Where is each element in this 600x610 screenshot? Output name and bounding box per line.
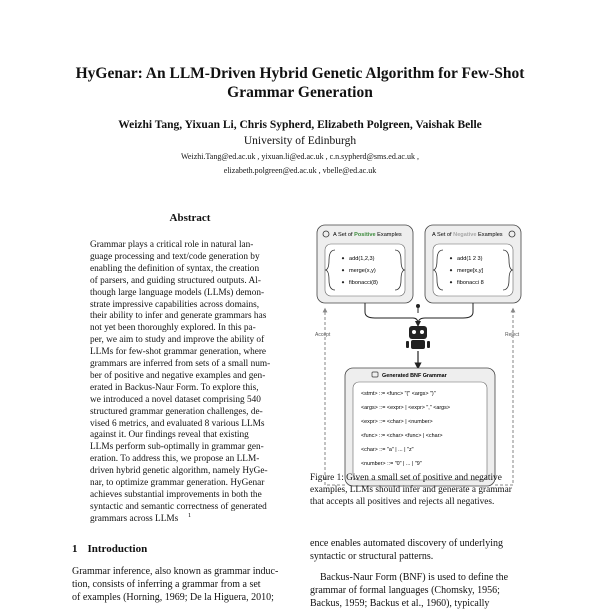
abstract-line: though large language models (LLMs) demon- [90,287,265,298]
caption-line: examples, LLMs should infer and generate a grammar [310,485,512,495]
abstract-line: ber of positive and negative examples and gen- [90,370,266,381]
abstract-line: achieves substantial improvements in both the [90,489,262,500]
footnote-marker: 1 [188,511,192,519]
reject-label: Reject [505,332,520,338]
caption-line: that accepts all positives and rejects all negatives. [310,497,495,507]
paper-title [0,64,600,102]
abstract-line: of parsers, and guiding structured outputs. Al- [90,275,261,286]
abstract-line: enabling the definition of syntax, the creation [90,263,260,274]
emails-line-2: elizabeth.polgreen@ed.ac.uk , vbelle@ed.ac.uk [223,166,377,175]
generated-grammar-box [345,368,495,486]
abstract-line: their ability to infer and generate grammars has [90,311,267,322]
positive-title: A Set of Positive Examples [333,232,402,238]
example-item: merge(x,y) [349,268,376,274]
introduction-line: tion, consists of inferring a grammar from a set [72,579,261,590]
grammar-rule: <args> ::= <expr> | <expr> "," <args> [361,405,450,411]
abstract-line: not yet been thoroughly explored. In this pa- [90,323,256,334]
grammar-rule: <stmt> ::= <func> "(" <args> ")" [361,391,436,397]
robot-icon [406,304,430,349]
abstract-line: eration. To address this, we propose an LLM- [90,454,260,465]
example-item: fibonacci 8 [457,280,484,286]
abstract-line: strate impressive capabilities across domains, [90,299,260,310]
abstract-line: we introduced a novel dataset comprising 540 [90,394,261,405]
right-column-line: ence enables automated discovery of underlying [310,538,503,549]
title-line-2: Grammar Generation [227,84,373,101]
bullet-icon [450,281,452,283]
grammar-rule: <number> ::= "0" | ... | "9" [361,461,422,467]
bullet-icon [450,257,452,259]
grammar-rule: <expr> ::= <char> | <number> [361,419,433,425]
grammar-title: Generated BNF Grammar [382,373,447,379]
abstract-line: LLMs perform sub-optimally in grammar gen- [90,442,264,453]
section-title: Introduction [87,543,148,555]
abstract-line: Grammar plays a critical role in natural lan- [90,240,254,250]
abstract-line: nar, to optimize grammar generation. HyGenar [90,478,265,488]
positive-examples-box [317,225,413,303]
emails-line-1: Weizhi.Tang@ed.ac.uk , yixuan.li@ed.ac.uk , c.n.sypherd@sms.ed.ac.uk , [181,152,419,161]
negative-examples-box [425,225,521,303]
introduction-line: of examples (Horning, 1969; De la Higuera, 2010; [72,592,274,603]
authors: Weizhi Tang, Yixuan Li, Chris Sypherd, Elizabeth Polgreen, Vaishak Belle [118,119,482,131]
abstract-line: erated in Backus-Naur Form. To explore this, [90,382,259,393]
figure-1 [305,220,530,510]
introduction-heading [72,543,147,555]
abstract-line: against it. Our findings reveal that existing [90,430,249,441]
section-number: 1 [72,543,78,555]
abstract-line: syntactic and semantic correctness of generated [90,501,267,512]
example-item: add(1,2,3) [349,256,375,262]
negative-arrow [418,303,473,324]
abstract-line: per, we aim to study and improve the ability of [90,335,265,346]
introduction-line: Grammar inference, also known as grammar induc- [72,566,279,577]
grammar-rule: <func> ::= <char> <func> | <char> [361,433,443,439]
abstract-line: driven hybrid genetic algorithm, namely HyGe- [90,466,268,477]
right-column-line: Backus-Naur Form (BNF) is used to define the [320,572,509,583]
bullet-icon [342,269,344,271]
abstract-heading: Abstract [169,212,211,224]
abstract-line: grammars across LLMs [90,513,179,524]
abstract-line: guage processing and text/code generation by [90,251,260,262]
bullet-icon [342,281,344,283]
abstract-line: vised 6 metrics, and evaluated 8 various LLMs [90,418,265,429]
affiliation: University of Edinburgh [243,135,357,147]
bullet-icon [450,269,452,271]
right-column-line: grammar of formal languages (Chomsky, 1956; [310,585,500,596]
abstract-line: LLMs for few-shot grammar generation, where [90,347,267,358]
right-column-line: syntactic or structural patterns. [310,551,434,562]
right-column-line: Backus, 1959; Backus et al., 1960), typically [310,598,490,609]
example-item: merge[x,y] [457,268,484,274]
grammar-rule: <char> ::= "a" | ... | "z" [361,447,414,453]
example-item: add(1 2 3) [457,256,483,262]
caption-line: Figure 1: Given a small set of positive and negative [310,473,502,483]
abstract-line: structured grammar generation challenges, de- [90,406,263,417]
negative-title: A Set of Negative Examples [432,232,503,238]
abstract-line: grammars are inferred from sets of a small num- [90,359,271,369]
title-line-1: HyGenar: An LLM-Driven Hybrid Genetic Algorithm for Few-Shot [75,65,525,82]
positive-arrow [365,303,418,324]
example-item: fibonacci(8) [349,280,378,286]
bullet-icon [342,257,344,259]
accept-label: Accept [315,332,331,338]
